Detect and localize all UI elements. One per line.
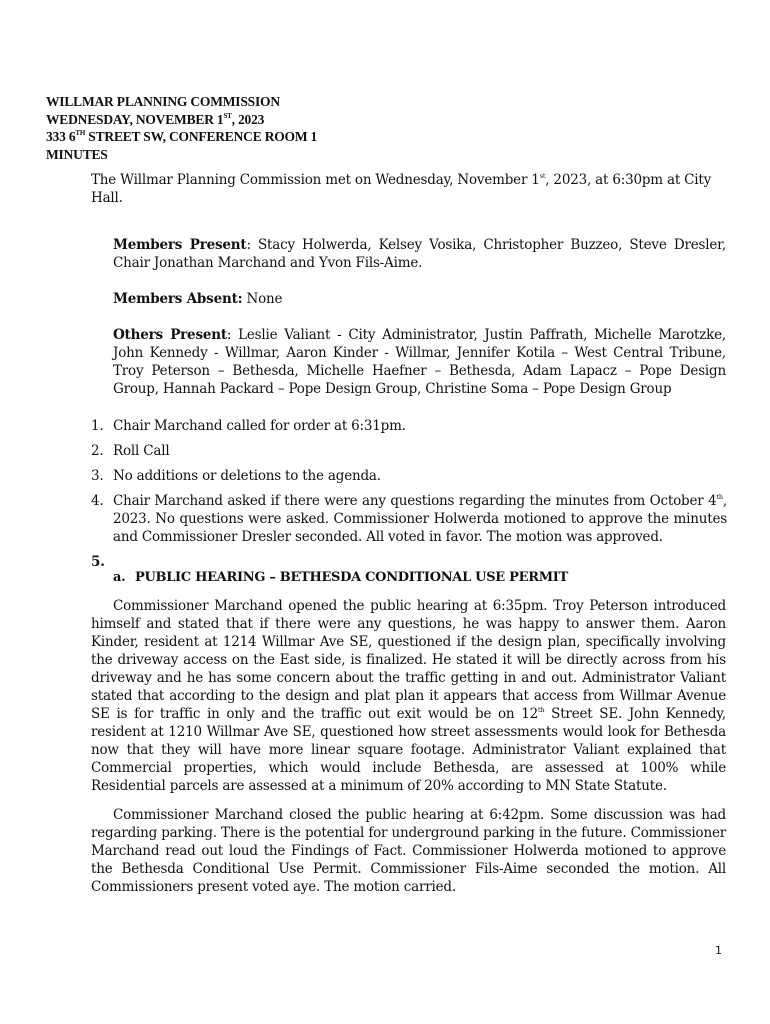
members-present-label: Members Present: [113, 237, 247, 253]
list-item-number: 1.: [91, 418, 104, 434]
members-absent: [113, 290, 726, 308]
list-item-number: 4.: [91, 493, 104, 509]
header-minutes-line: MINUTES: [46, 146, 108, 162]
intro-paragraph: The Willmar Planning Commission met on Wednesday, November 1st, 2023, at 6:30pm at City Hall.: [91, 172, 712, 206]
list-item-text: Roll Call: [113, 443, 170, 459]
agenda-list: [91, 417, 727, 570]
members-present-text: : Stacy Holwerda, Kelsey Vosika, Christopher Buzzeo, Steve Dresler, Chair Jonathan Marchand and Yvon Fils-Aime.: [113, 237, 726, 271]
document-header: [46, 93, 317, 163]
header-location-line: 333 6TH STREET SW, CONFERENCE ROOM 1: [46, 129, 318, 144]
others-present-label: Others Present: [113, 327, 227, 343]
list-item: [91, 492, 727, 546]
hearing-paragraph-2: Commissioner Marchand closed the public hearing at 6:42pm. Some discussion was had regarding parking. There is the potential for underground parking in the future. Commissioner Marchand read out loud the Findings of Fact. Commissioner Holwerda motioned to approve the Bethesda Conditional Use Permit. Commissioner Fils-Aime seconded the motion. All Commissioners present voted aye. The motion carried.: [91, 807, 726, 895]
members-absent-text: None: [242, 291, 283, 307]
list-item-number: 5.: [91, 554, 105, 570]
list-item-number: 3.: [91, 468, 104, 484]
list-item: [91, 417, 727, 435]
members-present: [113, 236, 726, 272]
list-item-text: Chair Marchand called for order at 6:31pm.: [113, 418, 406, 434]
list-item-text: Chair Marchand asked if there were any questions regarding the minutes from October 4th, 2023. No questions were asked. Commissioner Holwerda motioned to approve the minutes and Commissioner Dresler seconded. All voted in favor. The motion was approved.: [113, 493, 727, 545]
list-item-text: No additions or deletions to the agenda.: [113, 468, 381, 484]
list-item-number: 2.: [91, 443, 104, 459]
header-date-line: WEDNESDAY, NOVEMBER 1ST, 2023: [46, 111, 265, 127]
section-title: PUBLIC HEARING – BETHESDA CONDITIONAL USE PERMIT: [135, 570, 568, 585]
list-item: [91, 467, 727, 485]
hearing-paragraph-1: Commissioner Marchand opened the public hearing at 6:35pm. Troy Peterson introduced himself and stated that if there were any questions, he was happy to answer them. Aaron Kinder, resident at 1214 Willmar Ave SE, questioned if the design plan, specifically involving the driveway access on the East side, is finalized. He stated it will be directly across from his driveway and he has some concern about the traffic getting in and out. Administrator Valiant stated that according to the design and plat plan it appears that access from Willmar Avenue SE is for traffic in only and the traffic out exit would be on 12th Street SE. John Kennedy, resident at 1210 Willmar Ave SE, questioned how street assessments would look for Bethesda now that they will have more linear square footage. Administrator Valiant explained that Commercial properties, which would include Bethesda, are assessed at 100% while Residential parcels are assessed at a minimum of 20% according to MN State Statute.: [91, 598, 726, 794]
members-absent-label: Members Absent:: [113, 291, 243, 307]
section-letter: a.: [113, 570, 126, 585]
header-org-line: WILLMAR PLANNING COMMISSION: [46, 94, 280, 109]
others-present: [113, 326, 726, 398]
section-heading: [113, 570, 568, 586]
others-present-text: : Leslie Valiant - City Administrator, Justin Paffrath, Michelle Marotzke, John Kennedy - Willmar, Aaron Kinder - Willmar, Jennifer Kotila – West Central Tribune, Troy Peterson – Bethesda, Michelle Haefner – Bethesda, Adam Lapacz – Pope Design Group, Hannah Packard – Pope Design Group, Christine Soma – Pope Design Group: [113, 327, 726, 397]
page-number: 1: [715, 944, 722, 957]
list-item: [91, 442, 727, 460]
